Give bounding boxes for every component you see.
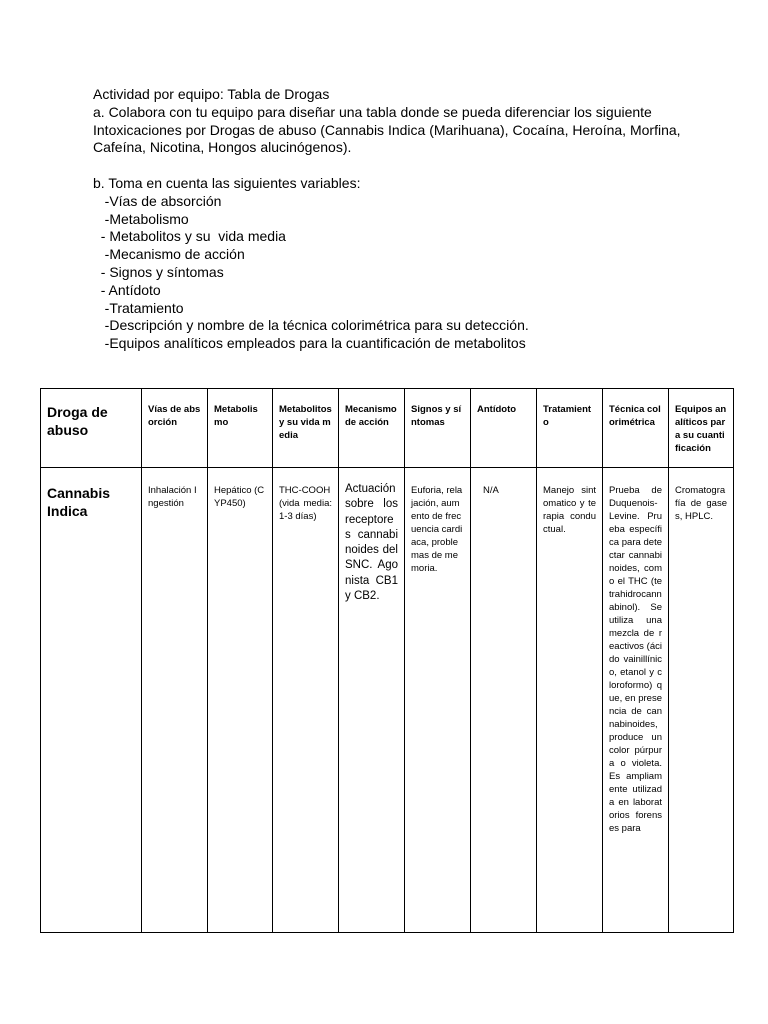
- table-header-row: [41, 389, 734, 468]
- header-antidote: Antídoto: [471, 389, 537, 468]
- header-mechanism: Mecanismo de acción: [339, 389, 405, 468]
- spacer: [93, 157, 693, 175]
- variable-item: -Tratamiento: [93, 299, 184, 316]
- instructions: [93, 86, 693, 353]
- variable-item: - Signos y síntomas: [93, 263, 224, 280]
- cell-drug: Cannabis Indica: [41, 468, 142, 933]
- instruction-b: b. Toma en cuenta las siguientes variables:: [93, 174, 361, 191]
- variable-item: -Mecanismo de acción: [93, 246, 245, 263]
- header-metabolites: Metabolitos y su vida media: [273, 389, 339, 468]
- activity-title: Actividad por equipo: Tabla de Drogas: [93, 86, 330, 102]
- cell-signs: Euforia, relajación, aumento de frecuencia cardiaca, problemas de memoria.: [405, 468, 471, 933]
- header-treatment: Tratamiento: [537, 389, 603, 468]
- variable-item: - Metabolitos y su vida media: [93, 228, 286, 245]
- variable-item: - Antídoto: [93, 281, 161, 298]
- instruction-a: a. Colabora con tu equipo para diseñar una tabla donde se pueda diferenciar los siguiente Intoxicaciones por Drogas de abuso (Cannabis Indica (Marihuana), Cocaína, Heroína, Morfina, Cafeína, Nicotina, Hongos alucinógenos).: [93, 103, 685, 156]
- header-technique: Técnica colorimétrica: [603, 389, 669, 468]
- header-metabolism: Metabolismo: [208, 389, 273, 468]
- header-absorption: Vías de absorción: [142, 389, 208, 468]
- cell-mechanism: Actuación sobre los receptores cannabinoides del SNC. Agonista CB1y CB2.: [339, 468, 405, 933]
- cell-antidote: N/A: [471, 468, 537, 933]
- variable-item: -Metabolismo: [93, 210, 189, 227]
- cell-absorption: Inhalación Ingestión: [142, 468, 208, 933]
- variable-item: -Vías de absorción: [93, 192, 222, 209]
- table-row: [41, 468, 734, 933]
- drugs-table: [40, 388, 734, 933]
- cell-metabolites: THC-COOH (vida media: 1-3 días): [273, 468, 339, 933]
- variable-item: -Equipos analíticos empleados para la cuantificación de metabolitos: [93, 335, 526, 352]
- header-drug: Droga de abuso: [41, 389, 142, 468]
- cell-treatment: Manejo sintomatico y terapia conductual.: [537, 468, 603, 933]
- cell-technique: Prueba de Duquenois-Levine. Prueba específica para detectar cannabinoides, como el THC (tetrahidrocannabinol). Se utiliza una mezcla de reactivos (ácido vainillínico, etanol y cloroformo) que, en presencia de cannabinoides, produce un color púrpura o violeta. Es ampliamente utilizada en laboratorios forenses para: [603, 468, 669, 933]
- cell-equipment: Cromatografía de gases, HPLC.: [669, 468, 734, 933]
- header-signs: Signos y síntomas: [405, 389, 471, 468]
- cell-metabolism: Hepático (CYP450): [208, 468, 273, 933]
- header-equipment: Equipos analíticos para su cuantificación: [669, 389, 734, 468]
- variable-item: -Descripción y nombre de la técnica colorimétrica para su detección.: [93, 317, 529, 334]
